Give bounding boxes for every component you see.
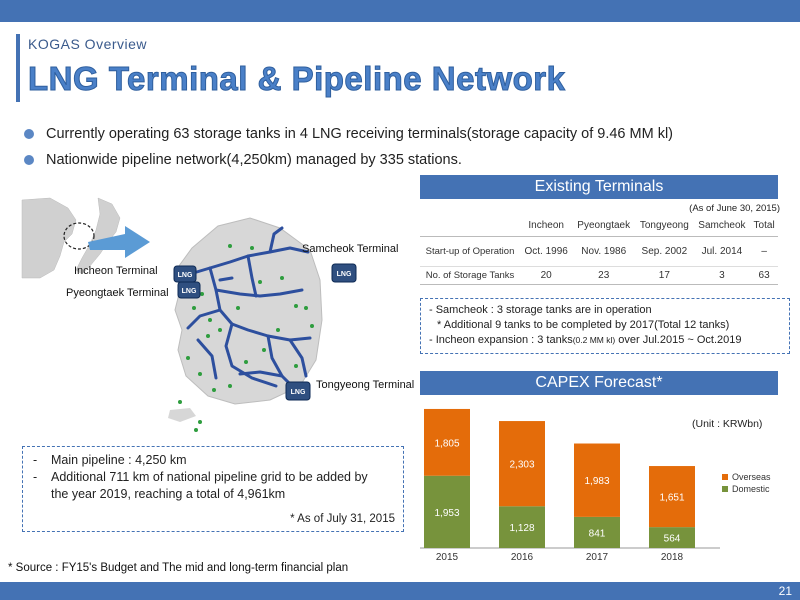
lng-badge-text: LNG — [181, 288, 197, 295]
legend-label-overseas: Overseas — [732, 472, 771, 482]
bullet-text: Nationwide pipeline network(4,250km) managed by 335 stations. — [46, 152, 462, 168]
existing-terminals-table — [420, 216, 778, 285]
page-number: 21 — [778, 584, 792, 598]
table-cell: Nov. 1986 — [572, 236, 635, 266]
bullet-dot-icon — [24, 155, 34, 165]
capex-unit: (Unit : KRWbn) — [692, 418, 763, 430]
info-line — [33, 487, 393, 501]
korea-pipeline-map — [20, 190, 420, 440]
capex-bar-chart — [420, 400, 780, 568]
info-line — [33, 453, 393, 467]
samcheok-additional-note: * Additional 9 tanks to be completed by 2017(Total 12 tanks) — [437, 319, 730, 331]
data-label-domestic: 1,953 — [434, 507, 460, 519]
as-of-note: * As of July 31, 2015 — [290, 513, 395, 525]
table-row — [420, 236, 778, 266]
data-label-overseas: 1,805 — [434, 438, 460, 450]
terminals-as-of: (As of June 30, 2015) — [689, 203, 780, 214]
table-cell: 23 — [572, 266, 635, 284]
table-header: Incheon — [520, 216, 572, 236]
bullet-storage-tanks — [20, 126, 673, 142]
table-header-row — [420, 216, 778, 236]
info-line — [33, 470, 393, 484]
top-bar — [0, 0, 800, 22]
row-label: No. of Storage Tanks — [420, 266, 520, 284]
data-label-domestic: 1,128 — [509, 523, 535, 535]
title-accent-bar — [16, 34, 20, 102]
label-samcheok-terminal: Samcheok Terminal — [302, 243, 399, 255]
dash-marker: - — [33, 470, 38, 484]
additional-pipeline-text-cont: the year 2019, reaching a total of 4,961km — [51, 487, 286, 501]
data-label-overseas: 1,983 — [584, 476, 610, 488]
main-pipeline-text: Main pipeline : 4,250 km — [51, 453, 187, 467]
bullet-dot-icon — [24, 129, 34, 139]
additional-pipeline-text: Additional 711 km of national pipeline grid to be added by — [51, 470, 368, 484]
label-incheon-terminal: Incheon Terminal — [74, 265, 158, 277]
lng-badge-text: LNG — [290, 389, 306, 396]
data-label-overseas: 2,303 — [509, 459, 535, 471]
table-header: Samcheok — [694, 216, 751, 236]
table-header: Tongyeong — [635, 216, 693, 236]
table-cell: 17 — [635, 266, 693, 284]
table-header-blank — [420, 216, 520, 236]
samcheok-note: - Samcheok : 3 storage tanks are in operation — [429, 304, 652, 316]
x-tick-label: 2017 — [585, 552, 609, 563]
legend-label-domestic: Domestic — [732, 484, 770, 494]
lng-tank-tongyeong — [286, 382, 310, 400]
lng-badge-text: LNG — [336, 271, 352, 278]
incheon-capacity: (0.2 MM kl) — [572, 335, 616, 345]
table-cell: 63 — [750, 266, 778, 284]
bullet-pipeline-network — [20, 152, 462, 168]
indent-spacer — [33, 487, 51, 501]
incheon-expansion-period: over Jul.2015 ~ Oct.2019 — [615, 334, 742, 346]
x-tick-label: 2016 — [510, 552, 534, 563]
legend-swatch-domestic — [722, 486, 728, 492]
lng-tank-incheon — [174, 266, 196, 282]
table-cell: 3 — [694, 266, 751, 284]
source-footnote: * Source : FY15's Budget and The mid and long-term financial plan — [8, 562, 349, 574]
bottom-bar — [0, 582, 800, 600]
lng-tank-pyeongtaek — [178, 282, 200, 298]
lng-badge-text: LNG — [177, 272, 193, 279]
row-label: Start-up of Operation — [420, 236, 520, 266]
lng-tank-samcheok — [332, 264, 356, 282]
legend-swatch-overseas — [722, 474, 728, 480]
pipeline-info-box — [22, 446, 404, 532]
x-tick-label: 2015 — [435, 552, 459, 563]
dash-marker: - — [33, 453, 38, 467]
incheon-expansion-note — [429, 333, 781, 348]
table-header: Total — [750, 216, 778, 236]
table-cell: Sep. 2002 — [635, 236, 693, 266]
table-header: Pyeongtaek — [572, 216, 635, 236]
bullet-text: Currently operating 63 storage tanks in 4 LNG receiving terminals(storage capacity of 9.46 MM kl) — [46, 126, 674, 142]
table-cell: Jul. 2014 — [694, 236, 751, 266]
terminal-notes-box — [420, 298, 790, 354]
data-label-overseas: 1,651 — [659, 492, 685, 504]
section-label: KOGAS Overview — [28, 36, 148, 52]
table-cell: Oct. 1996 — [520, 236, 572, 266]
page-title: LNG Terminal & Pipeline Network — [28, 60, 566, 97]
table-cell: 20 — [520, 266, 572, 284]
existing-terminals-heading: Existing Terminals — [420, 175, 778, 199]
label-pyeongtaek-terminal: Pyeongtaek Terminal — [66, 287, 169, 299]
data-label-domestic: 564 — [663, 533, 681, 545]
x-tick-label: 2018 — [660, 552, 684, 563]
table-cell: – — [750, 236, 778, 266]
table-row — [420, 266, 778, 284]
incheon-expansion-text: - Incheon expansion : 3 tanks — [429, 334, 573, 346]
data-label-domestic: 841 — [588, 528, 606, 540]
capex-heading: CAPEX Forecast* — [420, 371, 778, 395]
label-tongyeong-terminal: Tongyeong Terminal — [316, 379, 415, 391]
